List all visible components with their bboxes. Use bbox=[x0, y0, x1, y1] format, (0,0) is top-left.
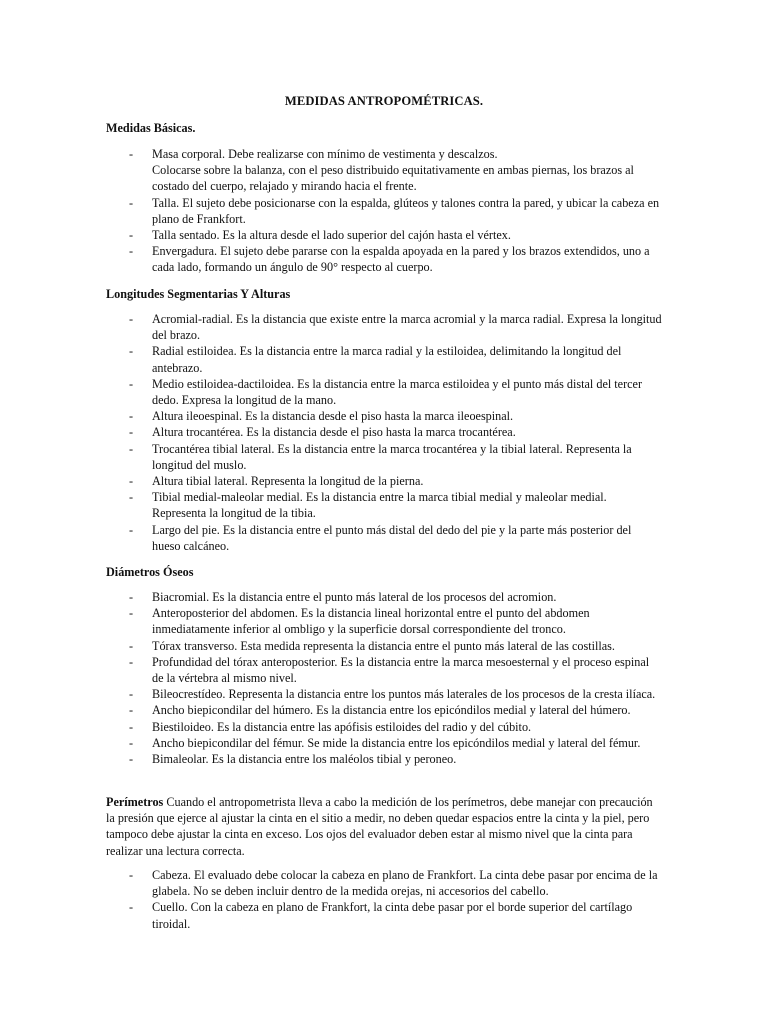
bullet-dash: - bbox=[129, 344, 134, 359]
list-item bbox=[0, 376, 662, 408]
list-item bbox=[0, 195, 662, 227]
bullet-dash: - bbox=[129, 703, 134, 718]
list-item bbox=[0, 686, 662, 702]
bullet-dash: - bbox=[129, 376, 134, 391]
item-text: Biacromial. Es la distancia entre el punto más lateral de los procesos del acromion. bbox=[152, 590, 557, 604]
list-item bbox=[0, 343, 662, 375]
item-text: Acromial-radial. Es la distancia que existe entre la marca acromial y la marca radial. Expresa la longitud del brazo. bbox=[152, 312, 662, 343]
section-heading-longitudes: Longitudes Segmentarias Y Alturas bbox=[106, 287, 291, 301]
item-text: Talla. El sujeto debe posicionarse con la espalda, glúteos y talones contra la pared, y ubicar la cabeza en plano de Frankfort. bbox=[152, 195, 660, 226]
bullet-dash: - bbox=[129, 195, 134, 210]
list-item bbox=[0, 441, 662, 473]
bullet-dash: - bbox=[129, 522, 134, 537]
item-text: Talla sentado. Es la altura desde el lado superior del cajón hasta el vértex. bbox=[152, 228, 511, 243]
list-item bbox=[0, 589, 662, 605]
list-item bbox=[0, 899, 662, 931]
bullet-dash: - bbox=[129, 654, 134, 669]
document-title: MEDIDAS ANTROPOMÉTRICAS. bbox=[284, 94, 484, 108]
item-text: Masa corporal. Debe realizarse con mínimo de vestimenta y descalzos. bbox=[152, 147, 498, 161]
list-item bbox=[0, 654, 662, 686]
item-text: Envergadura. El sujeto debe pararse con la espalda apoyada en la pared y los brazos extendidos, uno a cada lado, formando un ángulo de 90° respecto al cuerpo. bbox=[152, 244, 650, 275]
item-text: Trocantérea tibial lateral. Es la distancia entre la marca trocantérea y la tibial lateral. Representa la longitud del muslo. bbox=[152, 441, 632, 472]
item-text: Tórax transverso. Esta medida representa la distancia entre el punto más lateral de las costillas. bbox=[152, 638, 615, 653]
bullet-dash: - bbox=[129, 900, 134, 915]
bullet-dash: - bbox=[129, 441, 134, 456]
item-text: Profundidad del tórax anteroposterior. Es la distancia entre la marca mesoesternal y el proceso espinal de la vértebra al mismo nivel. bbox=[152, 654, 650, 686]
perimetros-intro: Cuando el antropometrista lleva a cabo la medición de los perímetros, debe manejar con precaución la presión que ejerce al ajustar la cinta en el sitio a medir, no deben quedar espacios entre la cinta y la piel, pero tampoco debe ajustar la cinta en exceso. Los ojos del evaluador deben estar al mismo nivel que la cinta para realizar una lectura correcta. bbox=[106, 795, 653, 858]
list-item bbox=[0, 489, 662, 521]
section-heading-medidas-basicas: Medidas Básicas. bbox=[106, 121, 196, 135]
list-item bbox=[0, 311, 662, 343]
item-text: Largo del pie. Es la distancia entre el punto más distal del dedo del pie y la parte más posterior del hueso calcáneo. bbox=[152, 522, 632, 553]
basicas-list bbox=[0, 146, 768, 276]
longitudes-list bbox=[0, 311, 768, 554]
perimetros-paragraph bbox=[106, 794, 662, 859]
bullet-dash: - bbox=[129, 147, 134, 161]
item-text: Cabeza. El evaluado debe colocar la cabeza en plano de Frankfort. La cinta debe pasar por encima de la glabela. No se deben incluir dentro de la medida orejas, ni accesorios del cabello. bbox=[152, 868, 658, 899]
item-text: Radial estiloidea. Es la distancia entre la marca radial y la estiloidea, delimitando la longitud del antebrazo. bbox=[152, 344, 622, 375]
item-text: Anteroposterior del abdomen. Es la distancia lineal horizontal entre el punto del abdomen inmediatamente inferior al ombligo y la superficie dorsal correspondiente del tronco. bbox=[152, 606, 590, 637]
list-item bbox=[0, 638, 662, 654]
item-text: Altura ileoespinal. Es la distancia desde el piso hasta la marca ileoespinal. bbox=[152, 409, 514, 424]
section-heading-perimetros: Perímetros bbox=[106, 795, 164, 809]
list-item bbox=[0, 408, 662, 424]
list-item bbox=[0, 735, 662, 751]
list-item bbox=[0, 243, 662, 275]
list-item bbox=[0, 605, 662, 637]
item-text: Medio estiloidea-dactiloidea. Es la distancia entre la marca estiloidea y el punto más distal del tercer dedo. Expresa la longitud de la mano. bbox=[152, 376, 643, 408]
list-item bbox=[0, 702, 662, 718]
section-heading-diametros: Diámetros Óseos bbox=[106, 565, 194, 579]
bullet-dash: - bbox=[129, 735, 134, 750]
item-text-continuation: Colocarse sobre la balanza, con el peso distribuido equitativamente en ambas piernas, los brazos al costado del cuerpo, relajado y mirando hacia el frente. bbox=[152, 163, 634, 194]
item-text: Ancho biepicondilar del fémur. Se mide la distancia entre los epicóndilos medial y lateral del fémur. bbox=[152, 735, 641, 750]
item-text: Cuello. Con la cabeza en plano de Frankfort, la cinta debe pasar por el borde superior del cartílago tiroidal. bbox=[152, 900, 633, 931]
bullet-dash: - bbox=[129, 425, 134, 440]
bullet-dash: - bbox=[129, 868, 134, 882]
item-text: Ancho biepicondilar del húmero. Es la distancia entre los epicóndilos medial y lateral del húmero. bbox=[152, 703, 631, 718]
list-item bbox=[0, 227, 662, 243]
list-item bbox=[0, 146, 662, 195]
bullet-dash: - bbox=[129, 474, 134, 489]
bullet-dash: - bbox=[129, 752, 134, 767]
list-item bbox=[0, 473, 662, 489]
bullet-dash: - bbox=[129, 228, 134, 243]
item-text: Biestiloideo. Es la distancia entre las apófisis estiloides del radio y del cúbito. bbox=[152, 719, 532, 734]
bullet-dash: - bbox=[129, 590, 134, 604]
bullet-dash: - bbox=[129, 244, 134, 259]
diametros-list bbox=[0, 589, 768, 767]
item-text: Altura tibial lateral. Representa la longitud de la pierna. bbox=[152, 474, 424, 489]
list-item bbox=[0, 522, 662, 554]
bullet-dash: - bbox=[129, 409, 134, 424]
bullet-dash: - bbox=[129, 606, 134, 621]
bullet-dash: - bbox=[129, 312, 134, 326]
item-text: Bileocrestídeo. Representa la distancia entre los puntos más laterales de los procesos de la cresta ilíaca. bbox=[152, 687, 656, 702]
bullet-dash: - bbox=[129, 638, 134, 653]
perimetros-list bbox=[0, 867, 768, 932]
list-item bbox=[0, 424, 662, 440]
item-text: Altura trocantérea. Es la distancia desde el piso hasta la marca trocantérea. bbox=[152, 425, 516, 440]
bullet-dash: - bbox=[129, 719, 134, 734]
list-item bbox=[0, 867, 662, 899]
item-text: Bimaleolar. Es la distancia entre los maléolos tibial y peroneo. bbox=[152, 752, 457, 767]
list-item bbox=[0, 719, 662, 735]
list-item bbox=[0, 751, 662, 767]
bullet-dash: - bbox=[129, 687, 134, 702]
item-text: Tibial medial-maleolar medial. Es la distancia entre la marca tibial medial y maleolar medial. Representa la longitud de la tibia. bbox=[152, 490, 607, 521]
bullet-dash: - bbox=[129, 490, 134, 505]
